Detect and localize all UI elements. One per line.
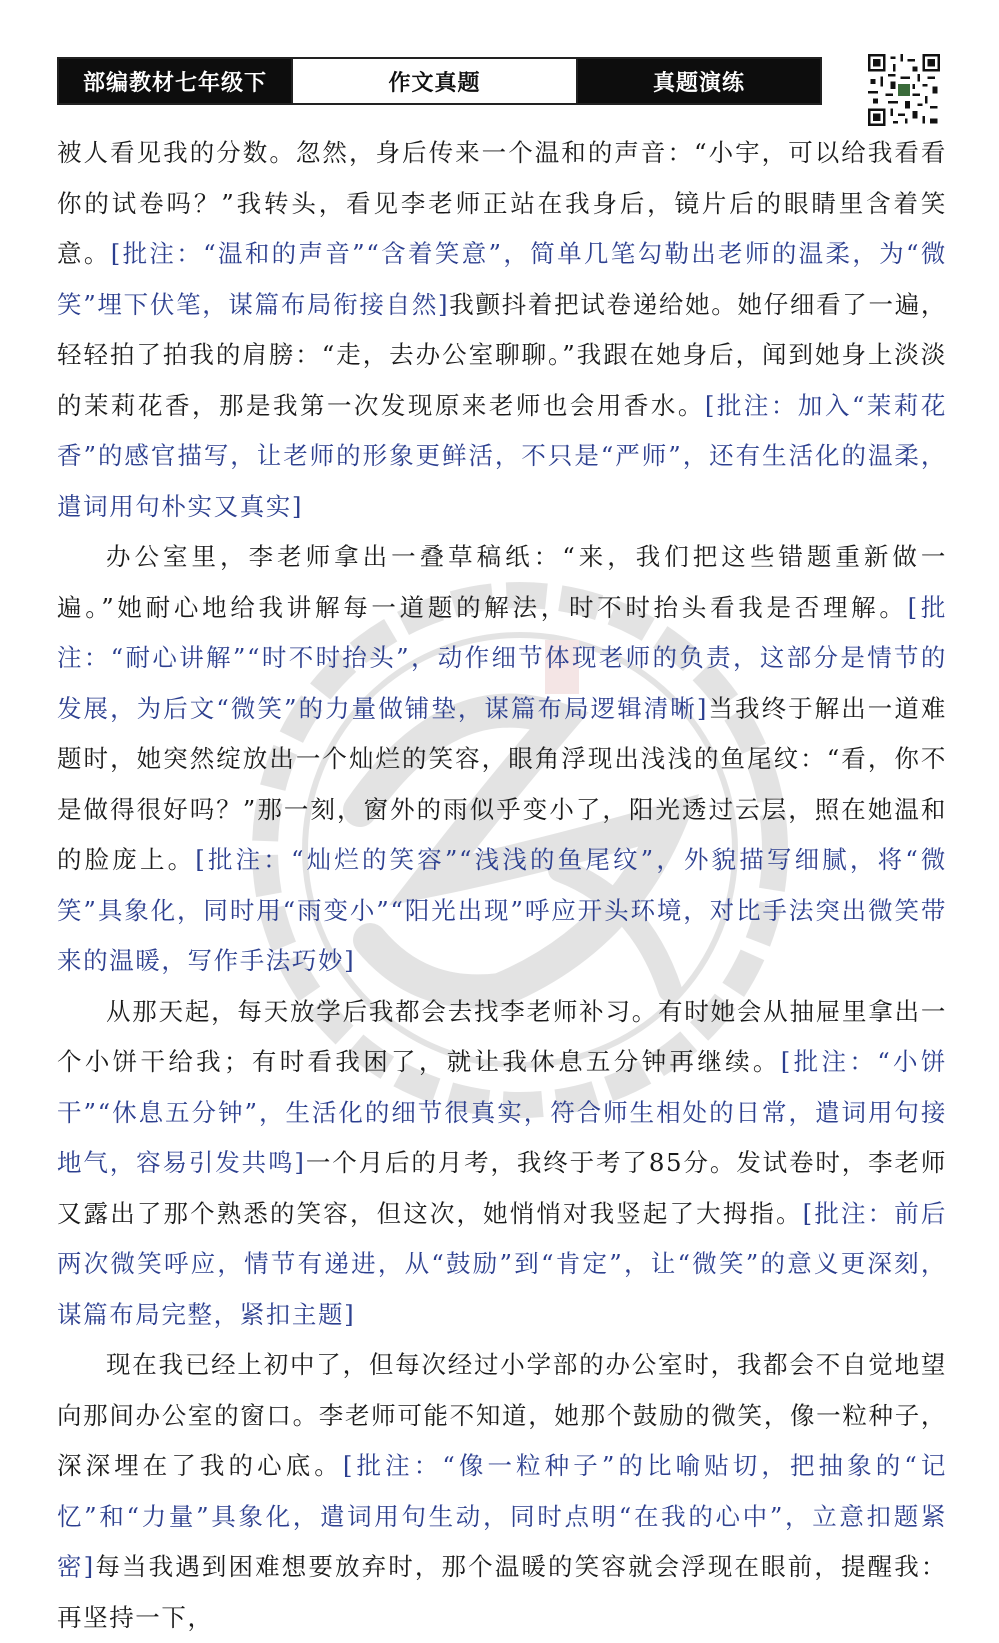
annotation-note: [批注：“灿烂的笑容”“浅浅的鱼尾纹”，外貌描写细腻，将“微笑”具象化，同时用“雨变小”“阳光出现”呼应开头环境，对比手法突出微笑带来的温暖，写作手法巧妙] [57,845,948,975]
essay-text: 一个月后的月考，我终于考了85分。发试卷时，李老师又露出了那个熟悉的笑容，但这次，她悄悄对我竖起了大拇指。 [57,1148,947,1228]
qr-code-icon [868,54,940,126]
annotation-note: [批注：“温和的声音”“含着笑意”，简单几笔勾勒出老师的温柔，为“微笑”埋下伏笔，谋篇布局衔接自然] [57,239,947,319]
header-practice-label: 真题演练 [578,59,820,103]
essay-text: 被人看见我的分数。忽然，身后传来一个温和的声音：“小宇，可以给我看看你的试卷吗？”我转头，看见李老师正站在我身后，镜片后的眼睛里含着笑意。 [57,138,947,268]
essay-text: 每当我遇到困难想要放弃时，那个温暖的笑容就会浮现在眼前，提醒我：再坚持一下， [57,1552,947,1632]
annotation-note: [批注：前后两次微笑呼应，情节有递进，从“鼓励”到“肯定”，让“微笑”的意义更深刻，谋篇布局完整，紧扣主题] [57,1198,947,1329]
header-bar [57,57,822,105]
essay-body [57,128,947,1643]
essay-paragraph [57,532,947,987]
essay-text: 当我终于解出一道难题时，她突然绽放出一个灿烂的笑容，眼角浮现出浅浅的鱼尾纹：“看，你不是做得很好吗？”那一刻，窗外的雨似乎变小了，阳光透过云层，照在她温和的脸庞上。 [57,693,947,874]
essay-paragraph [57,128,947,532]
essay-text: 从那天起，每天放学后我都会去找李老师补习。有时她会从抽屉里拿出一个小饼干给我；有时看我困了，就让我休息五分钟再继续。 [57,996,947,1076]
header-section-title: 作文真题 [291,59,578,103]
annotation-note: [批注：“像一粒种子”的比喻贴切，把抽象的“记忆”和“力量”具象化，遣词用句生动，同时点明“在我的心中”，立意扣题紧密] [57,1451,948,1581]
essay-text: 现在我已经上初中了，但每次经过小学部的办公室时，我都会不自觉地望向那间办公室的窗口。李老师可能不知道，她那个鼓励的微笑，像一粒种子，深深埋在了我的心底。 [57,1350,947,1480]
essay-paragraph [57,1340,947,1643]
essay-text: 办公室里，李老师拿出一叠草稿纸：“来，我们把这些错题重新做一遍。”她耐心地给我讲解每一道题的解法，时不时抬头看我是否理解。 [57,542,947,622]
annotation-note: [批注：“小饼干”“休息五分钟”，生活化的细节很真实，符合师生相处的日常，遣词用句接地气，容易引发共鸣] [57,1047,947,1177]
header-textbook-label: 部编教材七年级下 [59,59,291,103]
essay-text: 我颤抖着把试卷递给她。她仔细看了一遍，轻轻拍了拍我的肩膀：“走，去办公室聊聊。”我跟在她身后，闻到她身上淡淡的茉莉花香，那是我第一次发现原来老师也会用香水。 [57,289,947,420]
annotation-note: [批注：加入“茉莉花香”的感官描写，让老师的形象更鲜活，不只是“严师”，还有生活化的温柔，遣词用句朴实又真实] [57,390,947,521]
essay-paragraph [57,987,947,1341]
annotation-note: [批注：“耐心讲解”“时不时抬头”，动作细节体现老师的负责，这部分是情节的发展，为后文“微笑”的力量做铺垫，谋篇布局逻辑清晰] [57,592,948,723]
